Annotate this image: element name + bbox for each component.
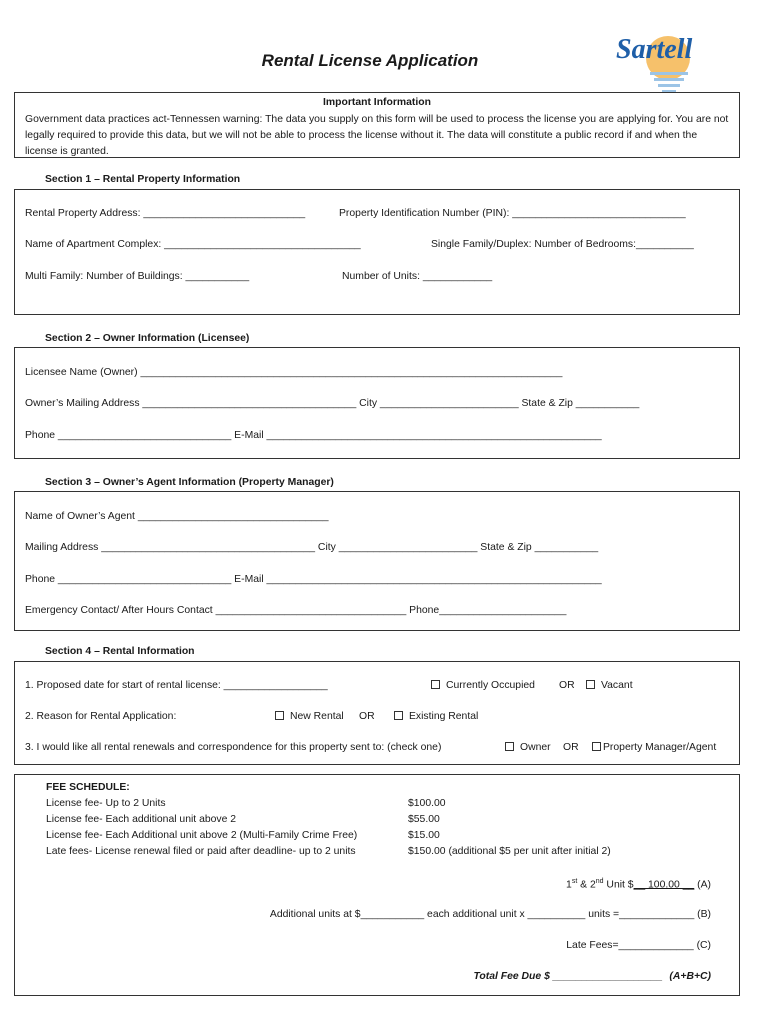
section3-heading: Section 3 – Owner’s Agent Information (Property Manager) bbox=[45, 477, 334, 488]
vacant-option[interactable] bbox=[586, 680, 633, 691]
section4-box bbox=[14, 661, 740, 765]
or-label-2: OR bbox=[359, 711, 375, 722]
line-b[interactable]: Additional units at $___________ each additional unit x __________ units =_____________ (B) bbox=[269, 909, 711, 920]
manager-option[interactable] bbox=[592, 742, 716, 753]
new-rental-option[interactable] bbox=[275, 711, 344, 722]
fee-amount: $15.00 bbox=[408, 830, 440, 841]
section4-heading: Section 4 – Rental Information bbox=[45, 646, 195, 657]
agent-name-field[interactable]: Name of Owner’s Agent _________________________________ bbox=[25, 511, 329, 522]
section1-box bbox=[14, 189, 740, 315]
fee-amount: $150.00 (additional $5 per unit after initial 2) bbox=[408, 846, 611, 857]
fee-amount: $100.00 bbox=[408, 798, 446, 809]
manager-label: Property Manager/Agent bbox=[603, 742, 717, 753]
vacant-label: Vacant bbox=[601, 680, 633, 691]
total-fee-line[interactable] bbox=[473, 971, 711, 982]
section2-heading: Section 2 – Owner Information (Licensee) bbox=[45, 333, 250, 344]
occupied-label: Currently Occupied bbox=[446, 680, 535, 691]
manager-checkbox[interactable] bbox=[592, 742, 601, 751]
owner-mailing-field[interactable]: Owner’s Mailing Address _____________________________________ City ________________________ State & Zip ___________ bbox=[25, 398, 640, 409]
licensee-name-field[interactable]: Licensee Name (Owner) _________________________________________________________________________ bbox=[25, 367, 563, 378]
start-date-field[interactable]: 1. Proposed date for start of rental license: __________________ bbox=[25, 680, 328, 691]
new-rental-checkbox[interactable] bbox=[275, 711, 284, 720]
existing-rental-checkbox[interactable] bbox=[394, 711, 403, 720]
property-address-field[interactable]: Rental Property Address: ____________________________ bbox=[25, 208, 306, 219]
occupied-checkbox[interactable] bbox=[431, 680, 440, 689]
fee-label: License fee- Up to 2 Units bbox=[46, 798, 166, 809]
fee-schedule-box bbox=[14, 774, 740, 996]
pin-field[interactable]: Property Identification Number (PIN): ______________________________ bbox=[339, 208, 686, 219]
page-title: Rental License Application bbox=[261, 51, 479, 70]
total-fee-tag: (A+B+C) bbox=[669, 971, 711, 982]
existing-rental-label: Existing Rental bbox=[409, 711, 479, 722]
units-field[interactable]: Number of Units: ____________ bbox=[342, 271, 493, 282]
fee-label: Late fees- License renewal filed or paid after deadline- up to 2 units bbox=[46, 846, 356, 857]
or-label-1: OR bbox=[559, 680, 575, 691]
fee-label: License fee- Each additional unit above 2 bbox=[46, 814, 237, 825]
section3-box bbox=[14, 491, 740, 631]
owner-option[interactable] bbox=[505, 742, 551, 753]
apartment-complex-field[interactable]: Name of Apartment Complex: __________________________________ bbox=[25, 239, 361, 250]
bedrooms-field[interactable]: Single Family/Duplex: Number of Bedrooms:__________ bbox=[431, 239, 694, 250]
existing-rental-option[interactable] bbox=[394, 711, 478, 722]
buildings-field[interactable]: Multi Family: Number of Buildings: ___________ bbox=[25, 271, 250, 282]
logo-text: Sartell bbox=[616, 34, 693, 65]
new-rental-label: New Rental bbox=[290, 711, 344, 722]
or-label-3: OR bbox=[563, 742, 579, 753]
correspondence-label: 3. I would like all rental renewals and correspondence for this property sent to: (check one) bbox=[25, 742, 442, 753]
agent-mailing-field[interactable]: Mailing Address _____________________________________ City ________________________ State & Zip ___________ bbox=[25, 542, 599, 553]
fee-amount: $55.00 bbox=[408, 814, 440, 825]
emergency-contact-field[interactable]: Emergency Contact/ After Hours Contact _________________________________ Phone______________________ bbox=[25, 605, 567, 616]
important-text: Government data practices act-Tennessen warning: The data you supply on this form will be used to process the license you are applying for. You are not legally required to provide this data, but we will not be able to process the license without it. The data will constitute a public record if and when the license is granted. bbox=[25, 114, 729, 157]
important-info-box bbox=[14, 92, 740, 158]
owner-checkbox[interactable] bbox=[505, 742, 514, 751]
section1-heading: Section 1 – Rental Property Information bbox=[45, 174, 241, 185]
owner-label: Owner bbox=[520, 742, 551, 753]
fee-schedule-heading: FEE SCHEDULE: bbox=[46, 782, 130, 793]
total-fee-label: Total Fee Due $ ___________________ bbox=[473, 971, 663, 982]
occupied-option[interactable] bbox=[431, 680, 535, 691]
owner-phone-email-field[interactable]: Phone ______________________________ E-Mail __________________________________________________________ bbox=[25, 430, 602, 441]
fee-label: License fee- Each Additional unit above 2 (Multi-Family Crime Free) bbox=[46, 830, 358, 841]
important-heading: Important Information bbox=[323, 97, 431, 108]
agent-phone-email-field[interactable]: Phone ______________________________ E-Mail __________________________________________________________ bbox=[25, 574, 602, 585]
line-c[interactable]: Late Fees=_____________ (C) bbox=[566, 940, 711, 951]
sartell-sun-logo bbox=[608, 20, 726, 96]
reason-label: 2. Reason for Rental Application: bbox=[25, 711, 177, 722]
vacant-checkbox[interactable] bbox=[586, 680, 595, 689]
section2-box bbox=[14, 347, 740, 459]
line-a: 1st & 2nd Unit $__ 100.00 __ (A) bbox=[566, 878, 711, 891]
unit-fee-value[interactable]: __ 100.00 __ bbox=[633, 879, 695, 891]
